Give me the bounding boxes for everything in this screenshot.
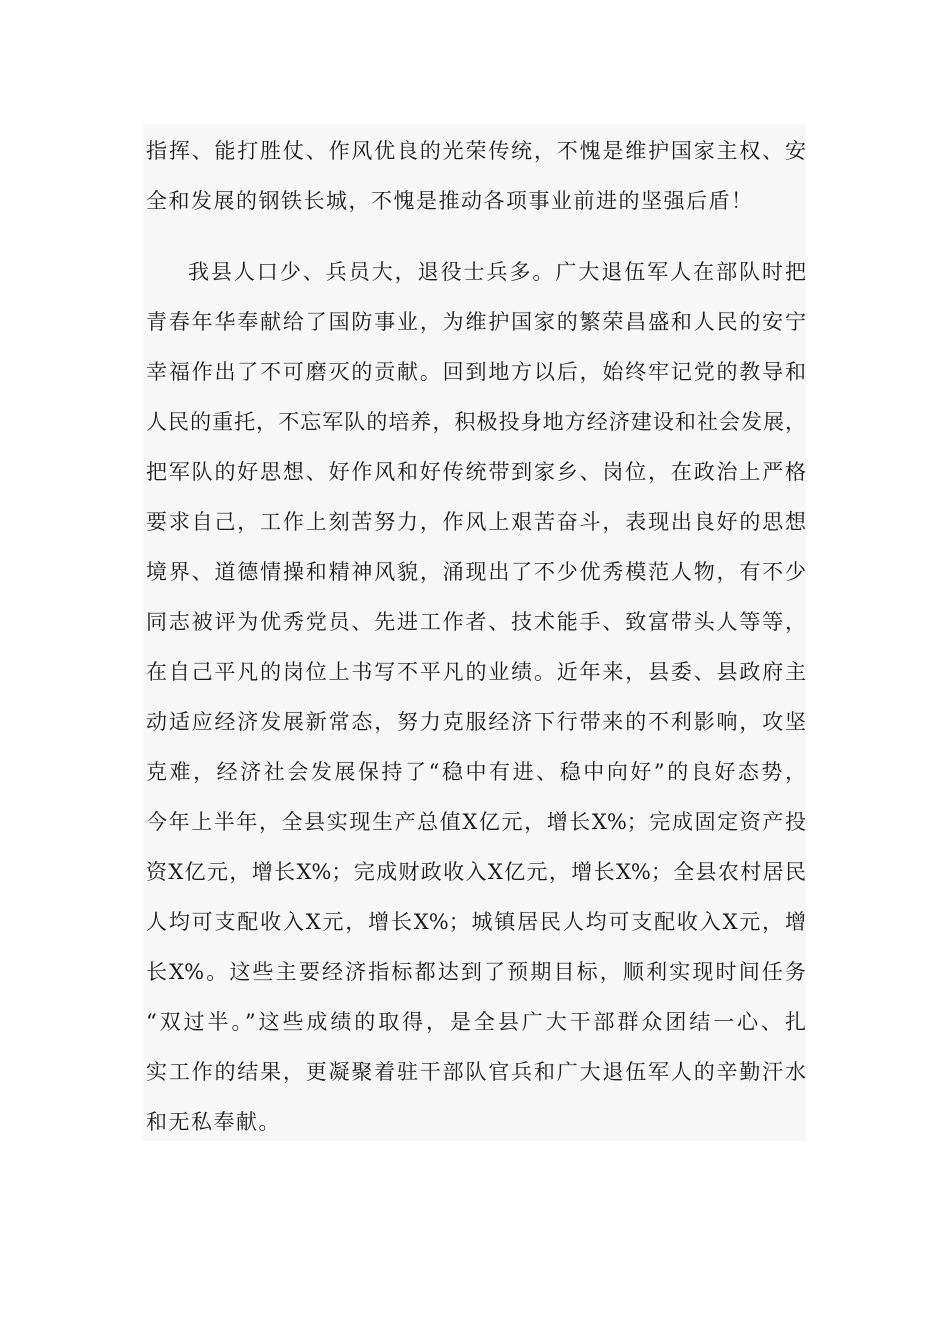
paragraph-line: 境界、道德情操和精神风貌，涌现出了不少优秀模范人物，有不少 xyxy=(146,560,806,584)
paragraph-line: 克难，经济社会发展保持了“稳中有进、稳中向好”的良好态势， xyxy=(146,760,806,784)
paragraph-line: 把军队的好思想、好作风和好传统带到家乡、岗位，在政治上严格 xyxy=(146,460,806,484)
paragraph-line: 要求自己，工作上刻苦努力，作风上艰苦奋斗，表现出良好的思想 xyxy=(146,510,806,534)
paragraph-line: 青春年华奉献给了国防事业，为维护国家的繁荣昌盛和人民的安宁 xyxy=(146,310,806,334)
paragraph-line: 在自己平凡的岗位上书写不平凡的业绩。近年来，县委、县政府主 xyxy=(146,660,806,684)
paragraph-line: 我县人口少、兵员大，退役士兵多。广大退伍军人在部队时把 xyxy=(188,260,806,284)
paragraph-line: “双过半。”这些成绩的取得，是全县广大干部群众团结一心、扎 xyxy=(146,1010,806,1034)
paragraph-line: 长X%。这些主要经济指标都达到了预期目标，顺利实现时间任务 xyxy=(146,960,806,984)
paragraph-line: 和无私奉献。 xyxy=(146,1110,281,1134)
paragraph-line: 全和发展的钢铁长城，不愧是推动各项事业前进的坚强后盾！ xyxy=(146,189,754,213)
paragraph-line: 资X亿元，增长X%；完成财政收入X亿元，增长X%；全县农村居民 xyxy=(146,860,806,884)
paragraph-line: 人民的重托，不忘军队的培养，积极投身地方经济建设和社会发展， xyxy=(146,410,806,434)
document-text-block xyxy=(143,124,806,1141)
paragraph-line: 人均可支配收入X元，增长X%；城镇居民人均可支配收入X元，增 xyxy=(146,910,806,934)
paragraph-line: 幸福作出了不可磨灭的贡献。回到地方以后，始终牢记党的教导和 xyxy=(146,360,806,384)
paragraph-line: 今年上半年，全县实现生产总值X亿元，增长X%；完成固定资产投 xyxy=(146,810,806,834)
paragraph-line: 实工作的结果，更凝聚着驻干部队官兵和广大退伍军人的辛勤汗水 xyxy=(146,1060,806,1084)
paragraph-line: 同志被评为优秀党员、先进工作者、技术能手、致富带头人等等， xyxy=(146,610,806,634)
paragraph-line: 动适应经济发展新常态，努力克服经济下行带来的不利影响，攻坚 xyxy=(146,710,806,734)
paragraph-line: 指挥、能打胜仗、作风优良的光荣传统，不愧是维护国家主权、安 xyxy=(146,139,806,163)
